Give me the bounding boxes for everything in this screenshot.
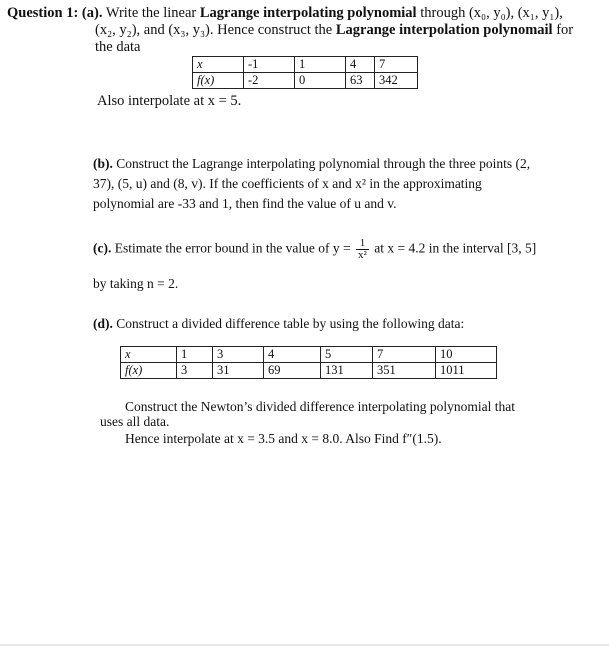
part-d-text: Construct a divided difference table by using the following data: bbox=[116, 316, 465, 331]
table-cell: 131 bbox=[321, 363, 373, 379]
part-a-line2-bold: Lagrange interpolation polynomail bbox=[335, 22, 553, 38]
part-d-line1 bbox=[93, 315, 464, 332]
part-b-label: (b). bbox=[93, 156, 113, 171]
part-c-text: Estimate the error bound in the value of y = bbox=[114, 240, 351, 256]
table-cell: -2 bbox=[244, 73, 295, 89]
table-cell: 342 bbox=[375, 73, 418, 89]
part-b-line2: 37), (5, u) and (8, v). If the coefficients of x and x² in the approximating bbox=[93, 176, 482, 191]
table-cell: 1 bbox=[295, 57, 346, 73]
question-heading-line bbox=[7, 4, 563, 22]
table-cell: 3 bbox=[177, 363, 213, 379]
part-a-line2 bbox=[95, 21, 573, 39]
table-cell: 63 bbox=[346, 73, 375, 89]
part-a-line2-tail: for bbox=[552, 22, 574, 38]
part-c-line1 bbox=[93, 238, 536, 261]
header-fx: f(x) bbox=[121, 363, 177, 379]
header-x: x bbox=[193, 57, 244, 73]
table-cell: 3 bbox=[213, 347, 264, 363]
part-d-label: (d). bbox=[93, 316, 113, 331]
part-d-newton-line2: uses all data. bbox=[100, 414, 170, 429]
part-a-text: Write the linear bbox=[105, 5, 200, 21]
table-cell: 1 bbox=[177, 347, 213, 363]
part-a-line2-text: (x₂, y₂), and (x₃, y₃). Hence construct the bbox=[95, 22, 336, 38]
part-a-label: (a). bbox=[81, 5, 103, 21]
part-c-line2: by taking n = 2. bbox=[93, 276, 179, 291]
part-c-interval: at x = 4.2 in the interval [3, 5] bbox=[374, 240, 537, 256]
part-a-line3: the data bbox=[95, 39, 141, 55]
table-row bbox=[121, 363, 497, 379]
table-cell: 1011 bbox=[436, 363, 497, 379]
question-label: Question 1: bbox=[7, 5, 79, 21]
table-cell: 10 bbox=[436, 347, 497, 363]
part-a-points: through (x₀, y₀), (x₁, y₁), bbox=[416, 5, 563, 21]
part-d-interpolate-line: Hence interpolate at x = 3.5 and x = 8.0. Also Find f″(1.5). bbox=[125, 431, 442, 446]
table-cell: 5 bbox=[321, 347, 373, 363]
table-cell: 4 bbox=[264, 347, 321, 363]
table-cell: 0 bbox=[295, 73, 346, 89]
part-a-also: Also interpolate at x = 5. bbox=[97, 93, 242, 109]
fraction-numerator: 1 bbox=[356, 238, 369, 250]
divided-difference-table bbox=[120, 346, 497, 379]
page-bottom-divider bbox=[0, 644, 609, 646]
table-cell: 351 bbox=[373, 363, 436, 379]
header-fx: f(x) bbox=[193, 73, 244, 89]
fraction-one-over-x-squared bbox=[356, 238, 369, 261]
part-c-label: (c). bbox=[93, 240, 112, 256]
table-row bbox=[193, 57, 418, 73]
table-cell: -1 bbox=[244, 57, 295, 73]
table-row bbox=[121, 347, 497, 363]
table-cell: 7 bbox=[375, 57, 418, 73]
table-cell: 69 bbox=[264, 363, 321, 379]
table-cell: 7 bbox=[373, 347, 436, 363]
part-b-line1 bbox=[93, 155, 530, 172]
part-d-newton-line1: Construct the Newton’s divided difference interpolating polynomial that bbox=[125, 399, 516, 414]
part-b-line3: polynomial are -33 and 1, then find the value of u and v. bbox=[93, 196, 397, 211]
part-a-bold-term: Lagrange interpolating polynomial bbox=[199, 5, 417, 21]
table-cell: 4 bbox=[346, 57, 375, 73]
table-row bbox=[193, 73, 418, 89]
fraction-denominator: x² bbox=[358, 249, 367, 261]
header-x: x bbox=[121, 347, 177, 363]
part-b-text: Construct the Lagrange interpolating polynomial through the three points (2, bbox=[116, 156, 531, 171]
table-cell: 31 bbox=[213, 363, 264, 379]
lagrange-data-table bbox=[192, 56, 418, 89]
